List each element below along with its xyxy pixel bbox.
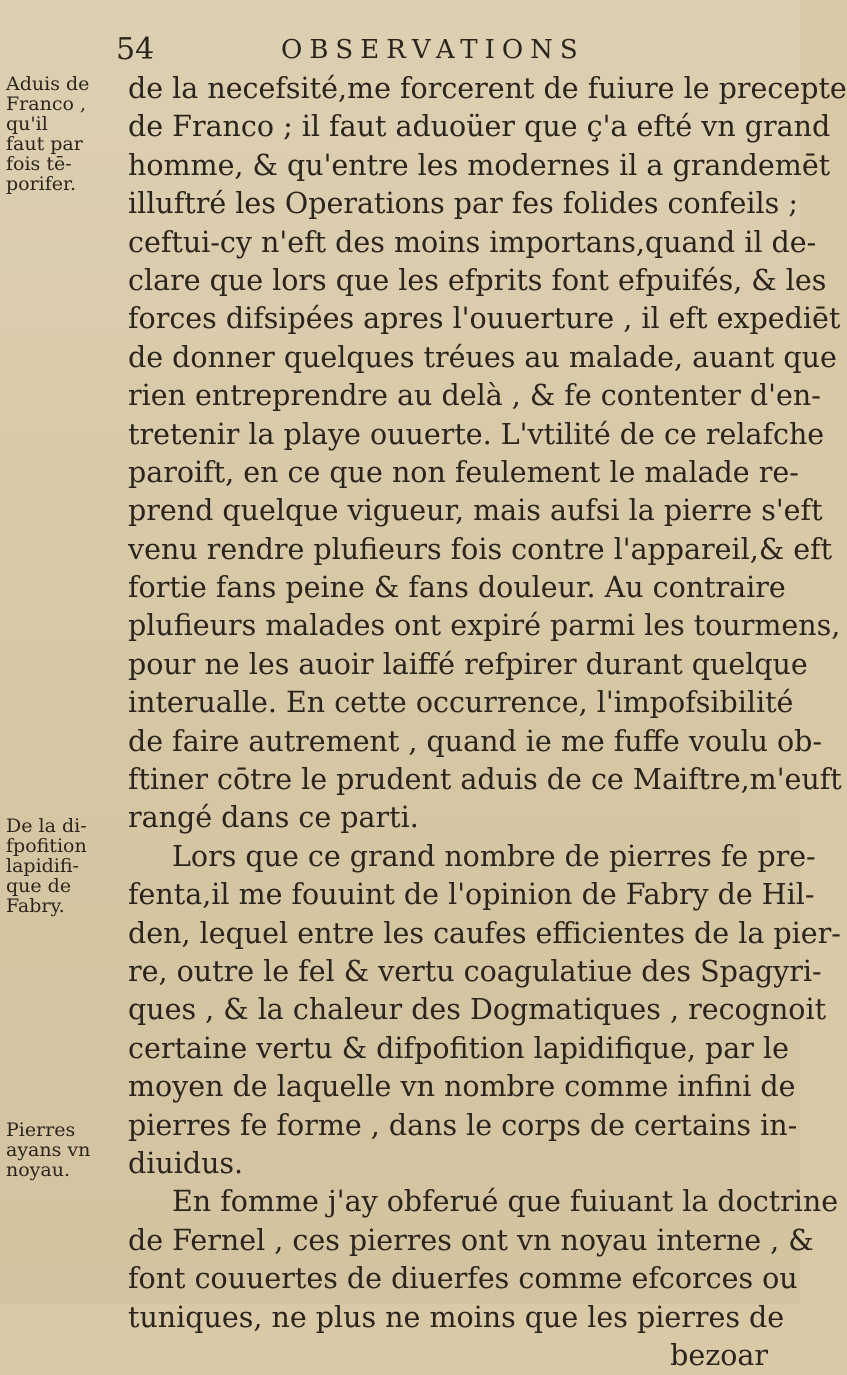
text-line: illuftré les Operations par fes folides confeils ; bbox=[128, 187, 798, 221]
text-line: ftiner cōtre le prudent aduis de ce Maiftre,m'euft bbox=[128, 763, 842, 797]
text-line: forces difsipées apres l'ouuerture , il eft expediēt bbox=[128, 302, 841, 336]
text-line: tretenir la playe ouuerte. L'vtilité de ce relafche bbox=[128, 417, 825, 451]
margin-note-franco bbox=[6, 74, 124, 194]
running-head: OBSERVATIONS bbox=[281, 35, 585, 65]
text-line: de faire autrement , quand ie me fuffe voulu ob- bbox=[128, 724, 823, 758]
text-line: paroift, en ce que non feulement le malade re- bbox=[128, 455, 799, 489]
text-line: ques , & la chaleur des Dogmatiques , recognoit bbox=[128, 993, 827, 1027]
page-number: 54 bbox=[116, 32, 155, 67]
margin-note-fabry bbox=[6, 816, 124, 916]
text-line: diuidus. bbox=[128, 1146, 244, 1180]
margin-note-line: noyau. bbox=[6, 1159, 71, 1181]
text-line: interualle. En cette occurrence, l'impofsibilité bbox=[128, 686, 794, 720]
text-line: fenta,il me fouuint de l'opinion de Fabry de Hil- bbox=[128, 878, 815, 912]
text-line: prend quelque vigueur, mais aufsi la pierre s'eft bbox=[128, 494, 823, 528]
text-line: de la necefsité,me forcerent de fuiure le precepte bbox=[128, 72, 847, 105]
text-line: tuniques, ne plus ne moins que les pierres de bbox=[128, 1300, 785, 1334]
text-line: font couuertes de diuerfes comme efcorces ou bbox=[128, 1262, 798, 1296]
text-line: pierres fe forme , dans le corps de certains in- bbox=[128, 1108, 798, 1142]
text-line: rien entreprendre au delà , & fe contenter d'en- bbox=[128, 379, 821, 413]
page-header bbox=[116, 30, 716, 70]
margin-note-line: qu'il bbox=[6, 113, 48, 135]
text-line: clare que lors que les efprits font efpuifés, & les bbox=[128, 263, 827, 297]
text-line: rangé dans ce parti. bbox=[128, 801, 419, 835]
margin-note-line: lapidifi- bbox=[6, 855, 79, 877]
text-line: de Fernel , ces pierres ont vn noyau interne , & bbox=[128, 1223, 814, 1257]
margin-note-line: Aduis de bbox=[6, 73, 90, 95]
text-line: fortie fans peine & fans douleur. Au contraire bbox=[128, 571, 786, 605]
margin-note-line: ayans vn bbox=[6, 1139, 91, 1161]
margin-note-line: Franco , bbox=[6, 93, 86, 115]
margin-note-line: faut par bbox=[6, 133, 83, 155]
text-line: certaine vertu & difpofition lapidifique, par le bbox=[128, 1031, 789, 1065]
margin-note-line: De la di- bbox=[6, 815, 87, 837]
text-line: plufieurs malades ont expiré parmi les tourmens, bbox=[128, 609, 841, 643]
margin-note-line: porifer. bbox=[6, 173, 77, 195]
text-line: Lors que ce grand nombre de pierres fe pre- bbox=[172, 839, 816, 873]
margin-note-line: que de bbox=[6, 875, 72, 897]
margin-note-line: fois tē- bbox=[6, 153, 72, 175]
text-line: ceftui-cy n'eft des moins importans,quand il de- bbox=[128, 225, 817, 259]
text-line: den, lequel entre les caufes efficientes de la pier- bbox=[128, 916, 841, 950]
margin-note-pierres bbox=[6, 1120, 124, 1180]
text-line: venu rendre plufieurs fois contre l'appareil,& eft bbox=[128, 532, 833, 566]
text-line: de Franco ; il faut aduoüer que ç'a efté vn grand bbox=[128, 110, 831, 144]
catchword: bezoar bbox=[670, 1338, 768, 1372]
text-line: de donner quelques tréues au malade, auant que bbox=[128, 340, 837, 374]
margin-note-line: Fabry. bbox=[6, 895, 65, 917]
body-text bbox=[128, 70, 847, 1375]
text-line: re, outre le fel & vertu coagulatiue des Spagyri- bbox=[128, 954, 822, 988]
text-line: pour ne les auoir laiffé refpirer durant quelque bbox=[128, 647, 808, 681]
margin-note-line: fpofition bbox=[6, 835, 87, 857]
text-line: homme, & qu'entre les modernes il a grandemēt bbox=[128, 148, 831, 182]
text-line: En fomme j'ay obferué que fuiuant la doctrine bbox=[172, 1185, 839, 1219]
text-line: moyen de laquelle vn nombre comme infini de bbox=[128, 1070, 796, 1104]
margin-note-line: Pierres bbox=[6, 1119, 76, 1141]
